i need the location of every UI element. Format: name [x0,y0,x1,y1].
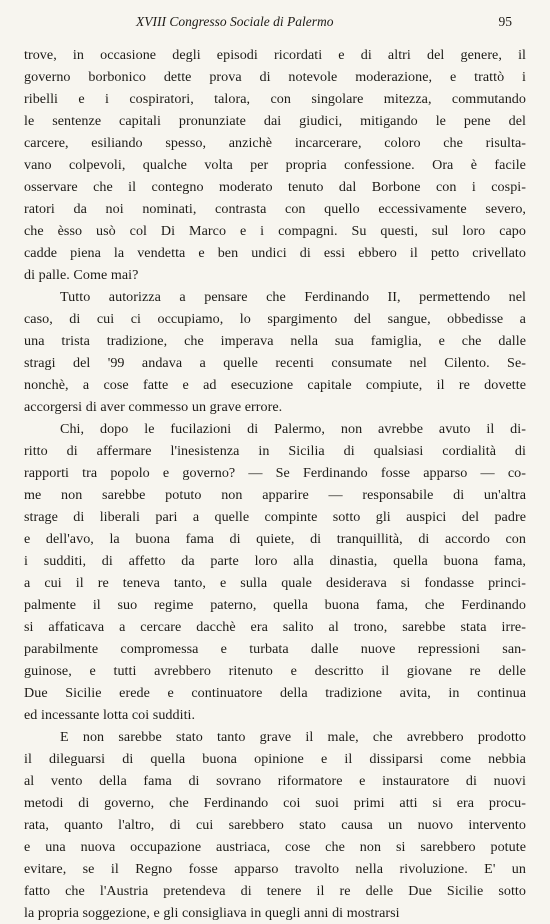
text-line: ed incessante lotta coi sudditi. [24,707,196,723]
text-line: caso, di cui ci occupiamo, lo spargimento del sangue, obbedisse a [24,311,526,327]
text-line: Chi, dopo le fucilazioni di Palermo, non avrebbe avuto il di- [60,421,526,437]
text-line: di palle. Come mai? [24,267,139,283]
text-line: si affaticava a cercare dacchè era salito al trono, sarebbe stata irre- [24,619,526,635]
paragraph [24,286,526,418]
body-text [24,44,526,924]
paragraph [24,44,526,286]
text-line: che èsso usò col Di Marco e i compagni. Su questi, sul loro capo [24,223,526,239]
text-line: fatto che l'Austria pretendeva di tenere il re delle Due Sicilie sotto [24,883,526,899]
paragraph [24,726,526,924]
text-line: E non sarebbe stato tanto grave il male, che avrebbero prodotto [60,729,526,745]
text-line: ritto di affermare l'inesistenza in Sicilia di qualsiasi cordialità di [24,443,526,459]
text-line: osservare che il contegno moderato tenuto dal Borbone con i cospi- [24,179,526,195]
text-line: il dileguarsi di quella buona opinione e il dissiparsi come nebbia [24,751,526,767]
text-line: nonchè, a cose fatte e ad esecuzione capitale compiute, il re dovette [24,377,526,393]
text-line: Tutto autorizza a pensare che Ferdinando II, permettendo nel [60,289,526,305]
text-line: vano colpevoli, qualche volta per propria confessione. Ora è facile [24,157,526,173]
text-line: parabilmente compromessa e turbata dalle nuove repressioni san- [24,641,526,657]
page-number: 95 [498,14,512,29]
text-line: ribelli e i cospiratori, talora, con singolare mitezza, commutando [24,91,526,107]
text-line: la propria soggezione, e gli consigliava in quegli anni di mostrarsi [24,905,400,921]
text-line: palmente il suo regime paterno, quella buona fama, che Ferdinando [24,597,526,613]
text-line: carcere, esiliando spesso, anzichè incarcerare, coloro che risulta- [24,135,526,151]
running-header [24,14,526,30]
text-line: guinose, e tutti avrebbero ritenuto e descritto il giovane re delle [24,663,526,679]
text-line: stragi del '99 andava a quelle recenti consumate nel Cilento. Se- [24,355,526,371]
text-line: le sentenze capitali pronunziate dai giudici, mitigando le pene del [24,113,526,129]
text-line: e dell'avo, la buona fama di quiete, di tranquillità, di accordo con [24,531,526,547]
text-line: e una nuova occupazione austriaca, cose che non si sarebbero potute [24,839,526,855]
text-line: trove, in occasione degli episodi ricordati e di altri del genere, il [24,47,526,63]
text-line: evitare, se il Regno fosse apparso travolto nella rivoluzione. E' un [24,861,526,877]
text-line: rata, quanto l'altro, di cui sarebbero stato causa un nuovo intervento [24,817,526,833]
text-line: Due Sicilie erede e continuatore della tradizione avita, in continua [24,685,526,701]
text-line: al vento della fama di sovrano riformatore e instauratore di nuovi [24,773,526,789]
text-line: rapporti tra popolo e governo? — Se Ferdinando fosse apparso — co- [24,465,526,481]
text-line: strage di liberali pari a quelle compinte sotto gli auspici del padre [24,509,526,525]
running-title: XVIII Congresso Sociale di Palermo [136,14,334,29]
text-line: accorgersi di aver commesso un grave errore. [24,399,283,415]
text-line: ratori da noi nominati, contrasta con quello eccessivamente severo, [24,201,526,217]
text-line: a cui il re teneva tanto, e sulla quale desiderava si fondasse princi- [24,575,526,591]
text-line: governo borbonico dette prova di notevole moderazione, e trattò i [24,69,526,85]
text-line: me non sarebbe potuto non apparire — responsabile di un'altra [24,487,526,503]
text-line: metodi di governo, che Ferdinando coi suoi primi atti si era procu- [24,795,526,811]
paragraph [24,418,526,726]
text-line: i sudditi, di affetto da parte loro alla dinastia, quella buona fama, [24,553,526,569]
text-line: cadde piena la vendetta e ben undici di essi ebbero il petto crivellato [24,245,526,261]
text-line: una trista tradizione, che imperava nella sua famiglia, e che dalle [24,333,526,349]
